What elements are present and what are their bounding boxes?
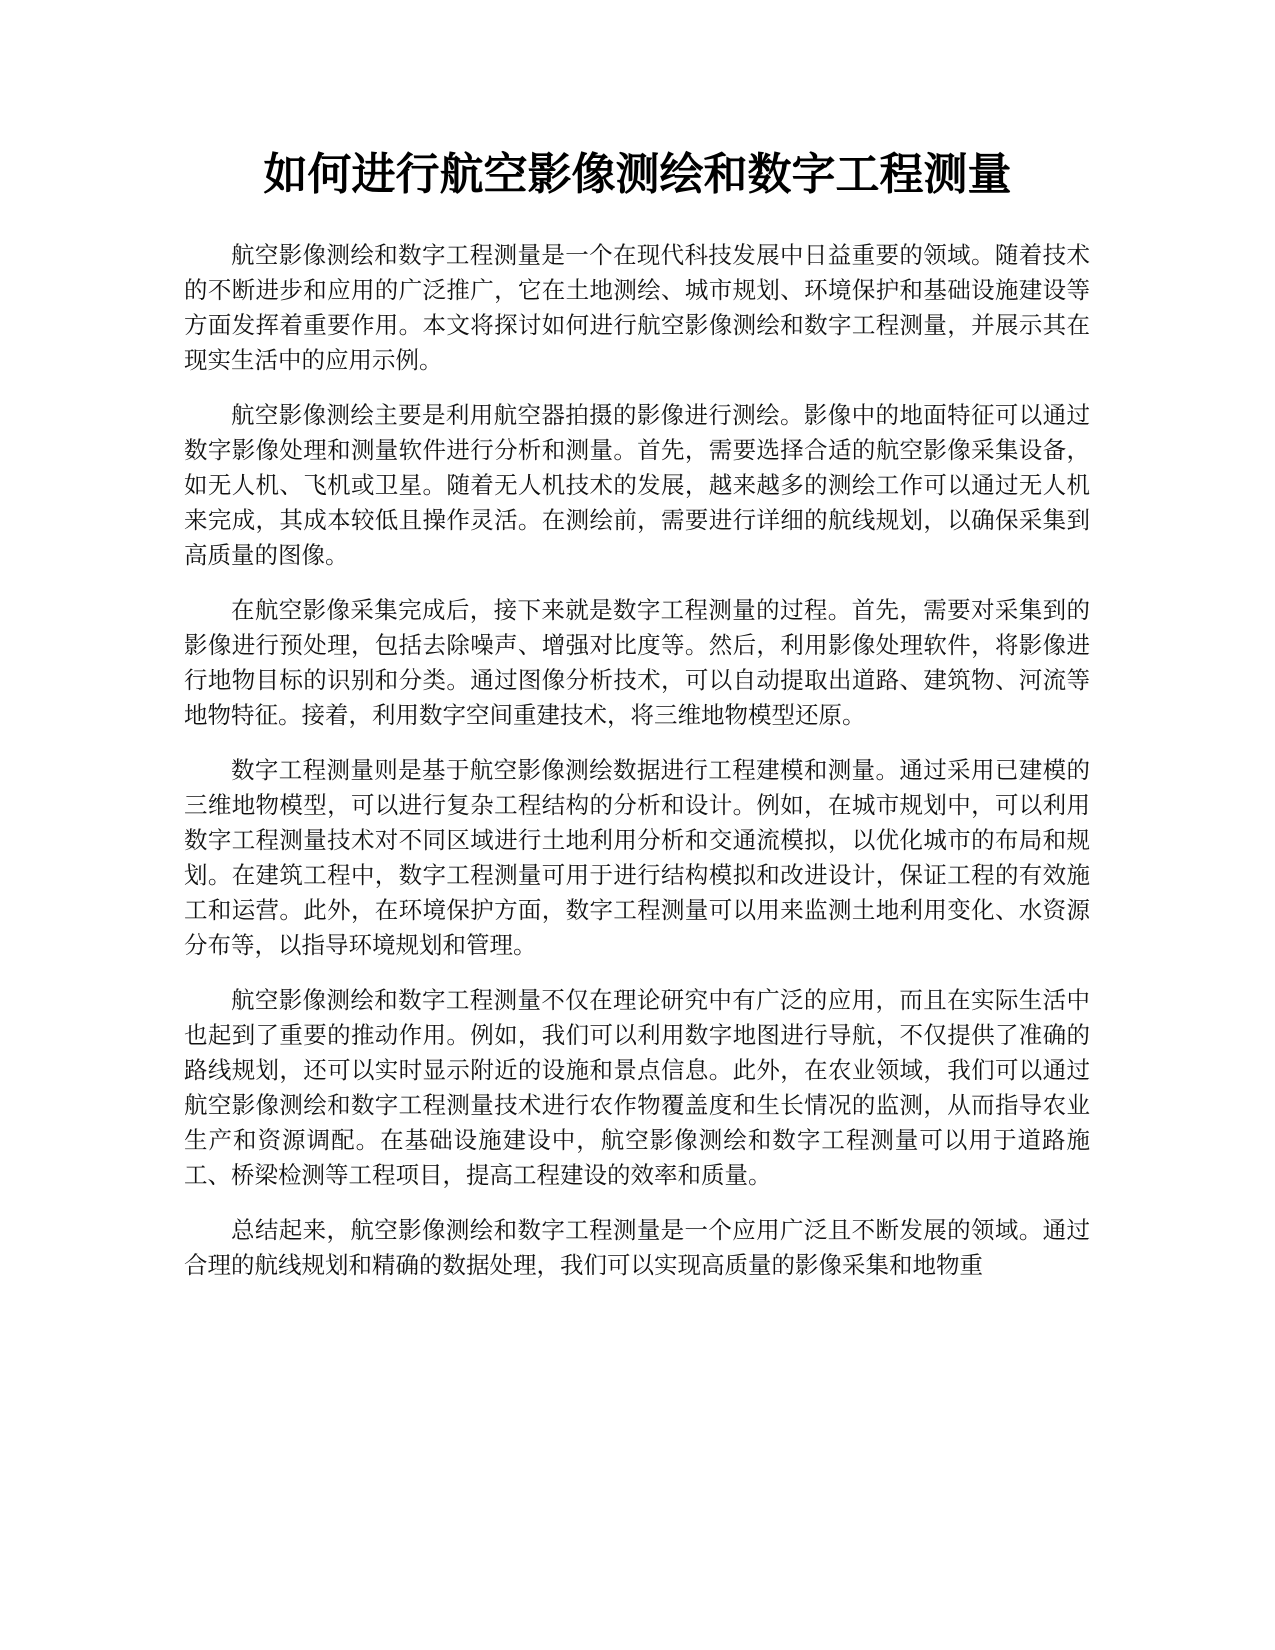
paragraph-6: 总结起来，航空影像测绘和数字工程测量是一个应用广泛且不断发展的领域。通过合理的航线规划和精确的数据处理，我们可以实现高质量的影像采集和地物重 [184, 1216, 1090, 1279]
document-title: 如何进行航空影像测绘和数字工程测量 [263, 149, 1012, 200]
paragraph-1: 航空影像测绘和数字工程测量是一个在现代科技发展中日益重要的领域。随着技术的不断进步和应用的广泛推广，它在土地测绘、城市规划、环境保护和基础设施建设等方面发挥着重要作用。本文将探讨如何进行航空影像测绘和数字工程测量，并展示其在现实生活中的应用示例。 [184, 241, 1090, 374]
paragraph-2: 航空影像测绘主要是利用航空器拍摄的影像进行测绘。影像中的地面特征可以通过数字影像处理和测量软件进行分析和测量。首先，需要选择合适的航空影像采集设备，如无人机、飞机或卫星。随着无人机技术的发展，越来越多的测绘工作可以通过无人机来完成，其成本较低且操作灵活。在测绘前，需要进行详细的航线规划，以确保采集到高质量的图像。 [184, 401, 1090, 569]
paragraph-4: 数字工程测量则是基于航空影像测绘数据进行工程建模和测量。通过采用已建模的三维地物模型，可以进行复杂工程结构的分析和设计。例如，在城市规划中，可以利用数字工程测量技术对不同区域进行土地利用分析和交通流模拟，以优化城市的布局和规划。在建筑工程中，数字工程测量可用于进行结构模拟和改进设计，保证工程的有效施工和运营。此外，在环境保护方面，数字工程测量可以用来监测土地利用变化、水资源分布等，以指导环境规划和管理。 [184, 756, 1090, 959]
paragraph-3: 在航空影像采集完成后，接下来就是数字工程测量的过程。首先，需要对采集到的影像进行预处理，包括去除噪声、增强对比度等。然后，利用影像处理软件，将影像进行地物目标的识别和分类。通过图像分析技术，可以自动提取出道路、建筑物、河流等地物特征。接着，利用数字空间重建技术，将三维地物模型还原。 [184, 596, 1090, 729]
paragraph-5: 航空影像测绘和数字工程测量不仅在理论研究中有广泛的应用，而且在实际生活中也起到了重要的推动作用。例如，我们可以利用数字地图进行导航，不仅提供了准确的路线规划，还可以实时显示附近的设施和景点信息。此外，在农业领域，我们可以通过航空影像测绘和数字工程测量技术进行农作物覆盖度和生长情况的监测，从而指导农业生产和资源调配。在基础设施建设中，航空影像测绘和数字工程测量可以用于道路施工、桥梁检测等工程项目，提高工程建设的效率和质量。 [184, 986, 1090, 1189]
document-body [184, 238, 1090, 1303]
